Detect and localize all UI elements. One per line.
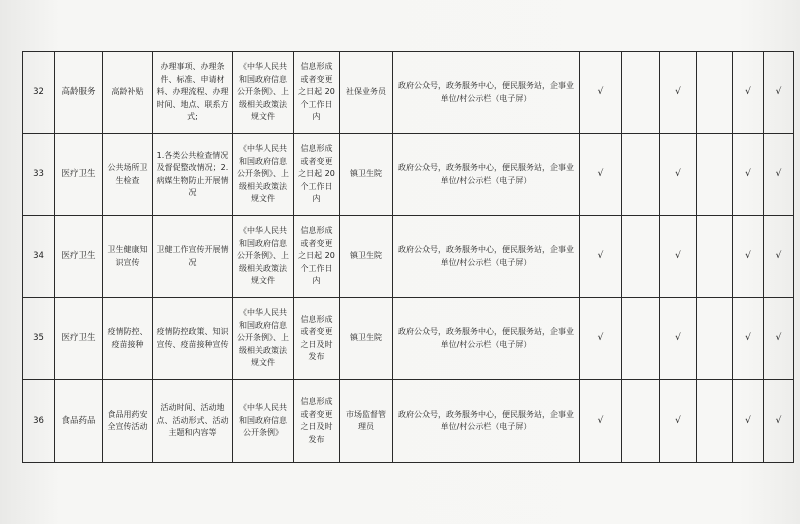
row-channel: 政府公众号，政务服务中心，便民服务站，企事业单位/村公示栏（电子屏） [393,216,580,298]
row-item: 食品用药安全宣传活动 [103,380,153,463]
check-cell: √ [764,298,794,380]
check-cell: √ [580,298,622,380]
row-item: 公共场所卫生检查 [103,134,153,216]
check-cell [622,216,660,298]
row-time-limit: 信息形成或者变更之日及时发布 [294,380,340,463]
row-subject: 镇卫生院 [340,298,393,380]
row-time-limit: 信息形成或者变更之日及时发布 [294,298,340,380]
check-cell: √ [660,298,697,380]
check-cell: √ [764,52,794,134]
row-subject: 镇卫生院 [340,216,393,298]
row-category: 医疗卫生 [55,298,103,380]
check-cell: √ [764,380,794,463]
row-basis: 《中华人民共和国政府信息公开条例》、上级相关政策法规文件 [233,216,294,298]
table-row [23,380,794,463]
check-cell: √ [580,134,622,216]
row-channel: 政府公众号，政务服务中心，便民服务站，企事业单位/村公示栏（电子屏） [393,52,580,134]
check-cell: √ [580,380,622,463]
check-cell: √ [580,216,622,298]
row-subject: 社保业务员 [340,52,393,134]
row-number: 33 [23,134,55,216]
check-cell [697,380,733,463]
row-subject: 镇卫生院 [340,134,393,216]
row-category: 食品药品 [55,380,103,463]
check-cell: √ [660,134,697,216]
table-body [23,52,794,463]
table-row [23,134,794,216]
row-number: 36 [23,380,55,463]
check-cell: √ [660,216,697,298]
row-subject: 市场监督管理员 [340,380,393,463]
check-cell [622,380,660,463]
check-cell: √ [733,298,764,380]
check-cell: √ [764,134,794,216]
row-basis: 《中华人民共和国政府信息公开条例》、上级相关政策法规文件 [233,298,294,380]
check-cell: √ [733,134,764,216]
row-category: 高龄服务 [55,52,103,134]
row-number: 34 [23,216,55,298]
check-cell: √ [733,380,764,463]
row-number: 32 [23,52,55,134]
disclosure-table [22,51,794,463]
row-time-limit: 信息形成或者变更之日起 20 个工作日内 [294,134,340,216]
check-cell [697,134,733,216]
row-category: 医疗卫生 [55,134,103,216]
check-cell: √ [733,216,764,298]
row-basis: 《中华人民共和国政府信息公开条例》 [233,380,294,463]
row-time-limit: 信息形成或者变更之日起 20 个工作日内 [294,52,340,134]
row-number: 35 [23,298,55,380]
row-time-limit: 信息形成或者变更之日起 20 个工作日内 [294,216,340,298]
check-cell [622,134,660,216]
check-cell [697,52,733,134]
check-cell: √ [733,52,764,134]
row-basis: 《中华人民共和国政府信息公开条例》、上级相关政策法规文件 [233,52,294,134]
row-content: 1.各类公共检查情况及督促整改情况；2.病媒生物防止开展情况 [153,134,233,216]
row-content: 办理事项、办理条件、标准、申请材料、办理流程、办理时间、地点、联系方式; [153,52,233,134]
row-item: 高龄补贴 [103,52,153,134]
check-cell [697,216,733,298]
check-cell [622,298,660,380]
row-channel: 政府公众号，政务服务中心，便民服务站，企事业单位/村公示栏（电子屏） [393,298,580,380]
row-item: 卫生健康知识宣传 [103,216,153,298]
table-row [23,52,794,134]
row-basis: 《中华人民共和国政府信息公开条例》、上级相关政策法规文件 [233,134,294,216]
check-cell: √ [764,216,794,298]
check-cell: √ [660,52,697,134]
check-cell: √ [660,380,697,463]
row-item: 疫情防控、疫苗接种 [103,298,153,380]
table-row [23,216,794,298]
row-content: 疫情防控政策、知识宣传、疫苗接种宣传 [153,298,233,380]
table-row [23,298,794,380]
row-channel: 政府公众号，政务服务中心，便民服务站，企事业单位/村公示栏（电子屏） [393,380,580,463]
row-content: 活动时间、活动地点、活动形式、活动主题和内容等 [153,380,233,463]
row-category: 医疗卫生 [55,216,103,298]
check-cell: √ [580,52,622,134]
check-cell [622,52,660,134]
row-channel: 政府公众号，政务服务中心，便民服务站，企事业单位/村公示栏（电子屏） [393,134,580,216]
check-cell [697,298,733,380]
row-content: 卫健工作宣传开展情况 [153,216,233,298]
